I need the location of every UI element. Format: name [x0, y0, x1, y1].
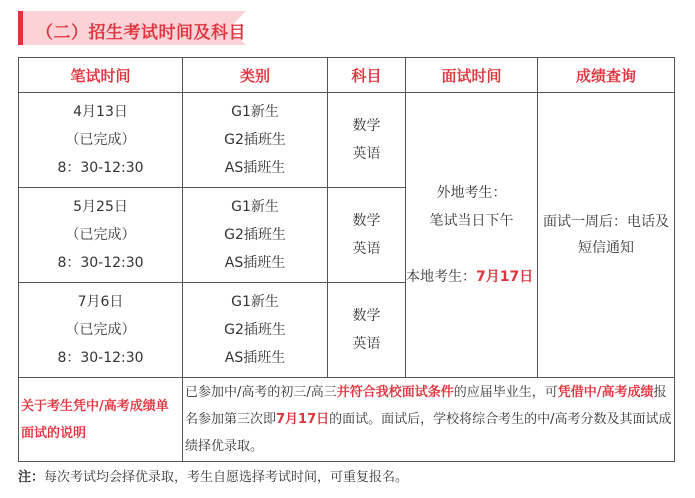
header-subject: 科目: [328, 58, 406, 93]
subject-item: 英语: [352, 336, 381, 352]
interview-time-cell: [406, 93, 538, 378]
footnote-label: 注：: [18, 470, 45, 485]
section-banner: [18, 11, 246, 45]
subject-cell: [328, 188, 406, 283]
exam-schedule-table: [18, 57, 675, 462]
category-cell: [183, 283, 328, 378]
section-title: （二）招生考试时间及科目: [36, 23, 246, 43]
category-item: AS插班生: [224, 160, 286, 176]
exam-status: （已完成）: [65, 227, 136, 243]
results-cell: [538, 93, 675, 378]
interview-local-date: 7月17日: [476, 269, 534, 285]
table-row: [19, 93, 675, 188]
interview-local: [406, 263, 537, 291]
explain-text: 已参加中/高考的初三/高三并符合我校面试条件的应届毕业生，可凭借中/高考成绩报名参加第三次即7月17日的面试。面试后，学校将综合考生的中/高考分数及其面试成绩择优录取。: [183, 378, 675, 462]
exam-date: 7月6日: [77, 294, 124, 310]
written-time-cell: [19, 188, 183, 283]
written-time-cell: [19, 93, 183, 188]
category-item: AS插班生: [224, 350, 286, 366]
category-item: G1新生: [231, 294, 279, 310]
interview-local-label: 本地考生：: [406, 269, 476, 285]
exam-date: 5月25日: [73, 199, 128, 215]
header-written-time: 笔试时间: [19, 58, 183, 93]
footnote-text: 每次考试均会择优录取，考生自愿选择考试时间，可重复报名。: [44, 470, 409, 485]
category-item: G2插班生: [224, 132, 286, 148]
exam-time: 8：30-12:30: [57, 160, 144, 176]
exam-time: 8：30-12:30: [57, 255, 144, 271]
results-line: 面试一周后：电话及: [543, 214, 669, 230]
category-item: G1新生: [231, 104, 279, 120]
category-item: AS插班生: [224, 255, 286, 271]
subject-item: 数学: [352, 213, 381, 229]
exam-time: 8：30-12:30: [57, 350, 144, 366]
interview-remote-label: 外地考生：: [436, 185, 507, 201]
results-line: 短信通知: [578, 240, 634, 256]
category-item: G2插班生: [224, 322, 286, 338]
category-item: G1新生: [231, 199, 279, 215]
explain-label: 关于考生凭中/高考成绩单面试的说明: [19, 378, 183, 462]
subject-cell: [328, 283, 406, 378]
subject-item: 数学: [352, 308, 381, 324]
category-cell: [183, 188, 328, 283]
header-interview-time: 面试时间: [406, 58, 538, 93]
subject-cell: [328, 93, 406, 188]
explain-row: [19, 378, 675, 462]
subject-item: 数学: [352, 118, 381, 134]
header-results: 成绩查询: [538, 58, 675, 93]
exam-status: （已完成）: [65, 322, 136, 338]
subject-item: 英语: [352, 146, 381, 162]
exam-status: （已完成）: [65, 132, 136, 148]
written-time-cell: [19, 283, 183, 378]
header-category: 类别: [183, 58, 328, 93]
exam-date: 4月13日: [73, 104, 128, 120]
category-item: G2插班生: [224, 227, 286, 243]
header-row: [19, 58, 675, 93]
interview-remote-time: 笔试当日下午: [429, 213, 514, 229]
footnote: [18, 466, 408, 485]
category-cell: [183, 93, 328, 188]
subject-item: 英语: [352, 241, 381, 257]
